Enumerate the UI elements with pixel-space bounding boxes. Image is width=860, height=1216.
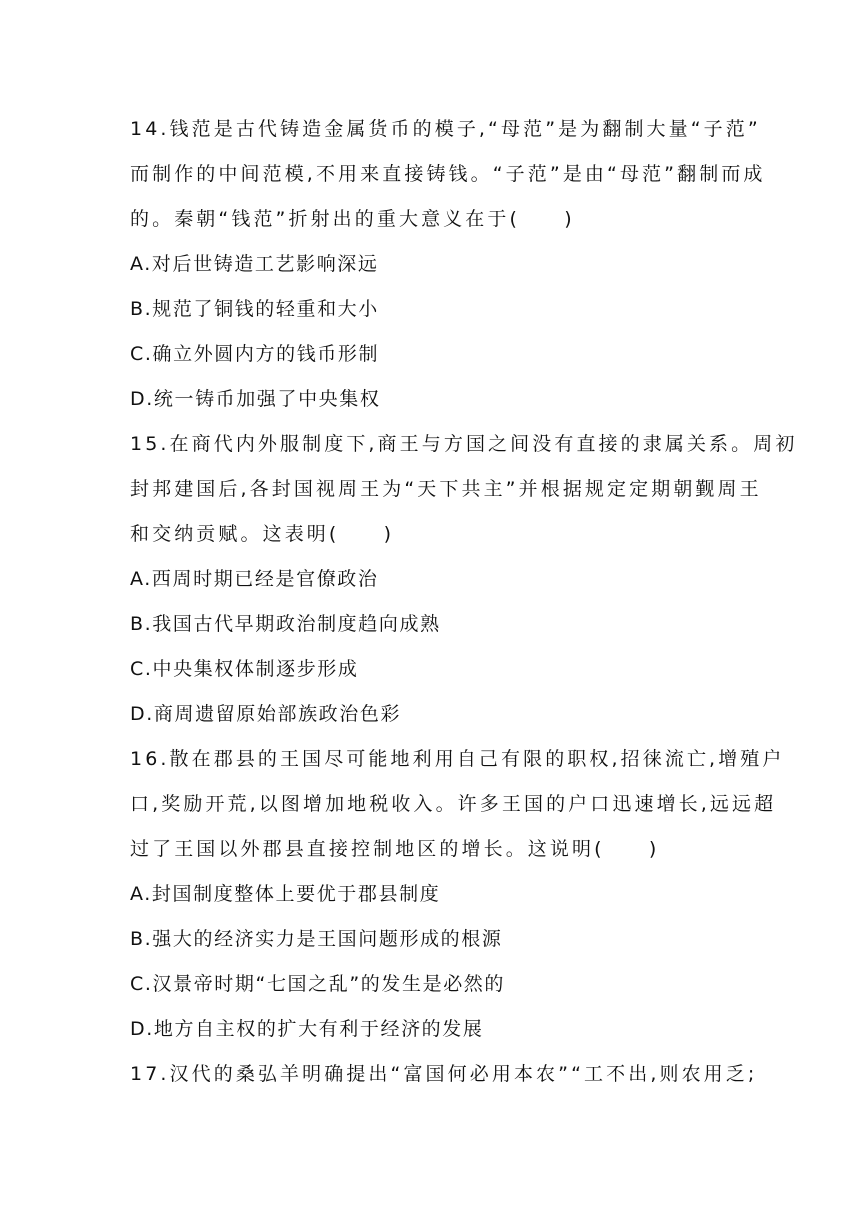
question-16-stem-line-2: 口,奖励开荒,以图增加地税收入。许多王国的户口迅速增长,远远超 — [130, 793, 777, 815]
question-15-stem-line-1: 15.在商代内外服制度下,商王与方国之间没有直接的隶属关系。周初 — [130, 433, 798, 455]
question-14-option-c: C.确立外圆内方的钱币形制 — [130, 343, 380, 365]
question-16-stem-line-3: 过了王国以外郡县直接控制地区的增长。这说明( ) — [130, 838, 660, 860]
question-16-stem-line-1: 16.散在郡县的王国尽可能地利用自己有限的职权,招徕流亡,增殖户 — [130, 748, 785, 770]
question-16-option-b: B.强大的经济实力是王国问题形成的根源 — [130, 928, 503, 950]
question-16-option-c: C.汉景帝时期“七国之乱”的发生是必然的 — [130, 973, 505, 995]
question-15-option-a: A.西周时期已经是官僚政治 — [130, 568, 379, 590]
question-list — [130, 107, 798, 1097]
question-14-option-a: A.对后世铸造工艺影响深远 — [130, 253, 379, 275]
question-16-option-d: D.地方自主权的扩大有利于经济的发展 — [130, 1018, 484, 1040]
question-15-stem-line-3: 和交纳贡赋。这表明( ) — [130, 523, 395, 545]
question-14 — [130, 107, 766, 422]
question-16-option-a: A.封国制度整体上要优于郡县制度 — [130, 883, 441, 905]
question-15-option-c: C.中央集权体制逐步形成 — [130, 658, 359, 680]
question-17 — [130, 1052, 758, 1097]
question-14-option-d: D.统一铸币加强了中央集权 — [130, 388, 381, 410]
question-15-option-b: B.我国古代早期政治制度趋向成熟 — [130, 613, 441, 635]
question-17-stem-line-1: 17.汉代的桑弘羊明确提出“富国何必用本农”“工不出,则农用乏; — [130, 1063, 758, 1085]
question-15-stem-line-2: 封邦建国后,各封国视周王为“天下共主”并根据规定定期朝觐周王 — [130, 478, 762, 500]
question-15-option-d: D.商周遗留原始部族政治色彩 — [130, 703, 402, 725]
question-16 — [130, 737, 785, 1052]
question-14-stem-line-1: 14.钱范是古代铸造金属货币的模子,“母范”是为翻制大量“子范” — [130, 118, 761, 140]
question-14-option-b: B.规范了铜钱的轻重和大小 — [130, 298, 379, 320]
question-14-stem-line-2: 而制作的中间范模,不用来直接铸钱。“子范”是由“母范”翻制而成 — [130, 163, 766, 185]
question-15 — [130, 422, 798, 737]
question-14-stem-line-3: 的。秦朝“钱范”折射出的重大意义在于( ) — [130, 208, 575, 230]
